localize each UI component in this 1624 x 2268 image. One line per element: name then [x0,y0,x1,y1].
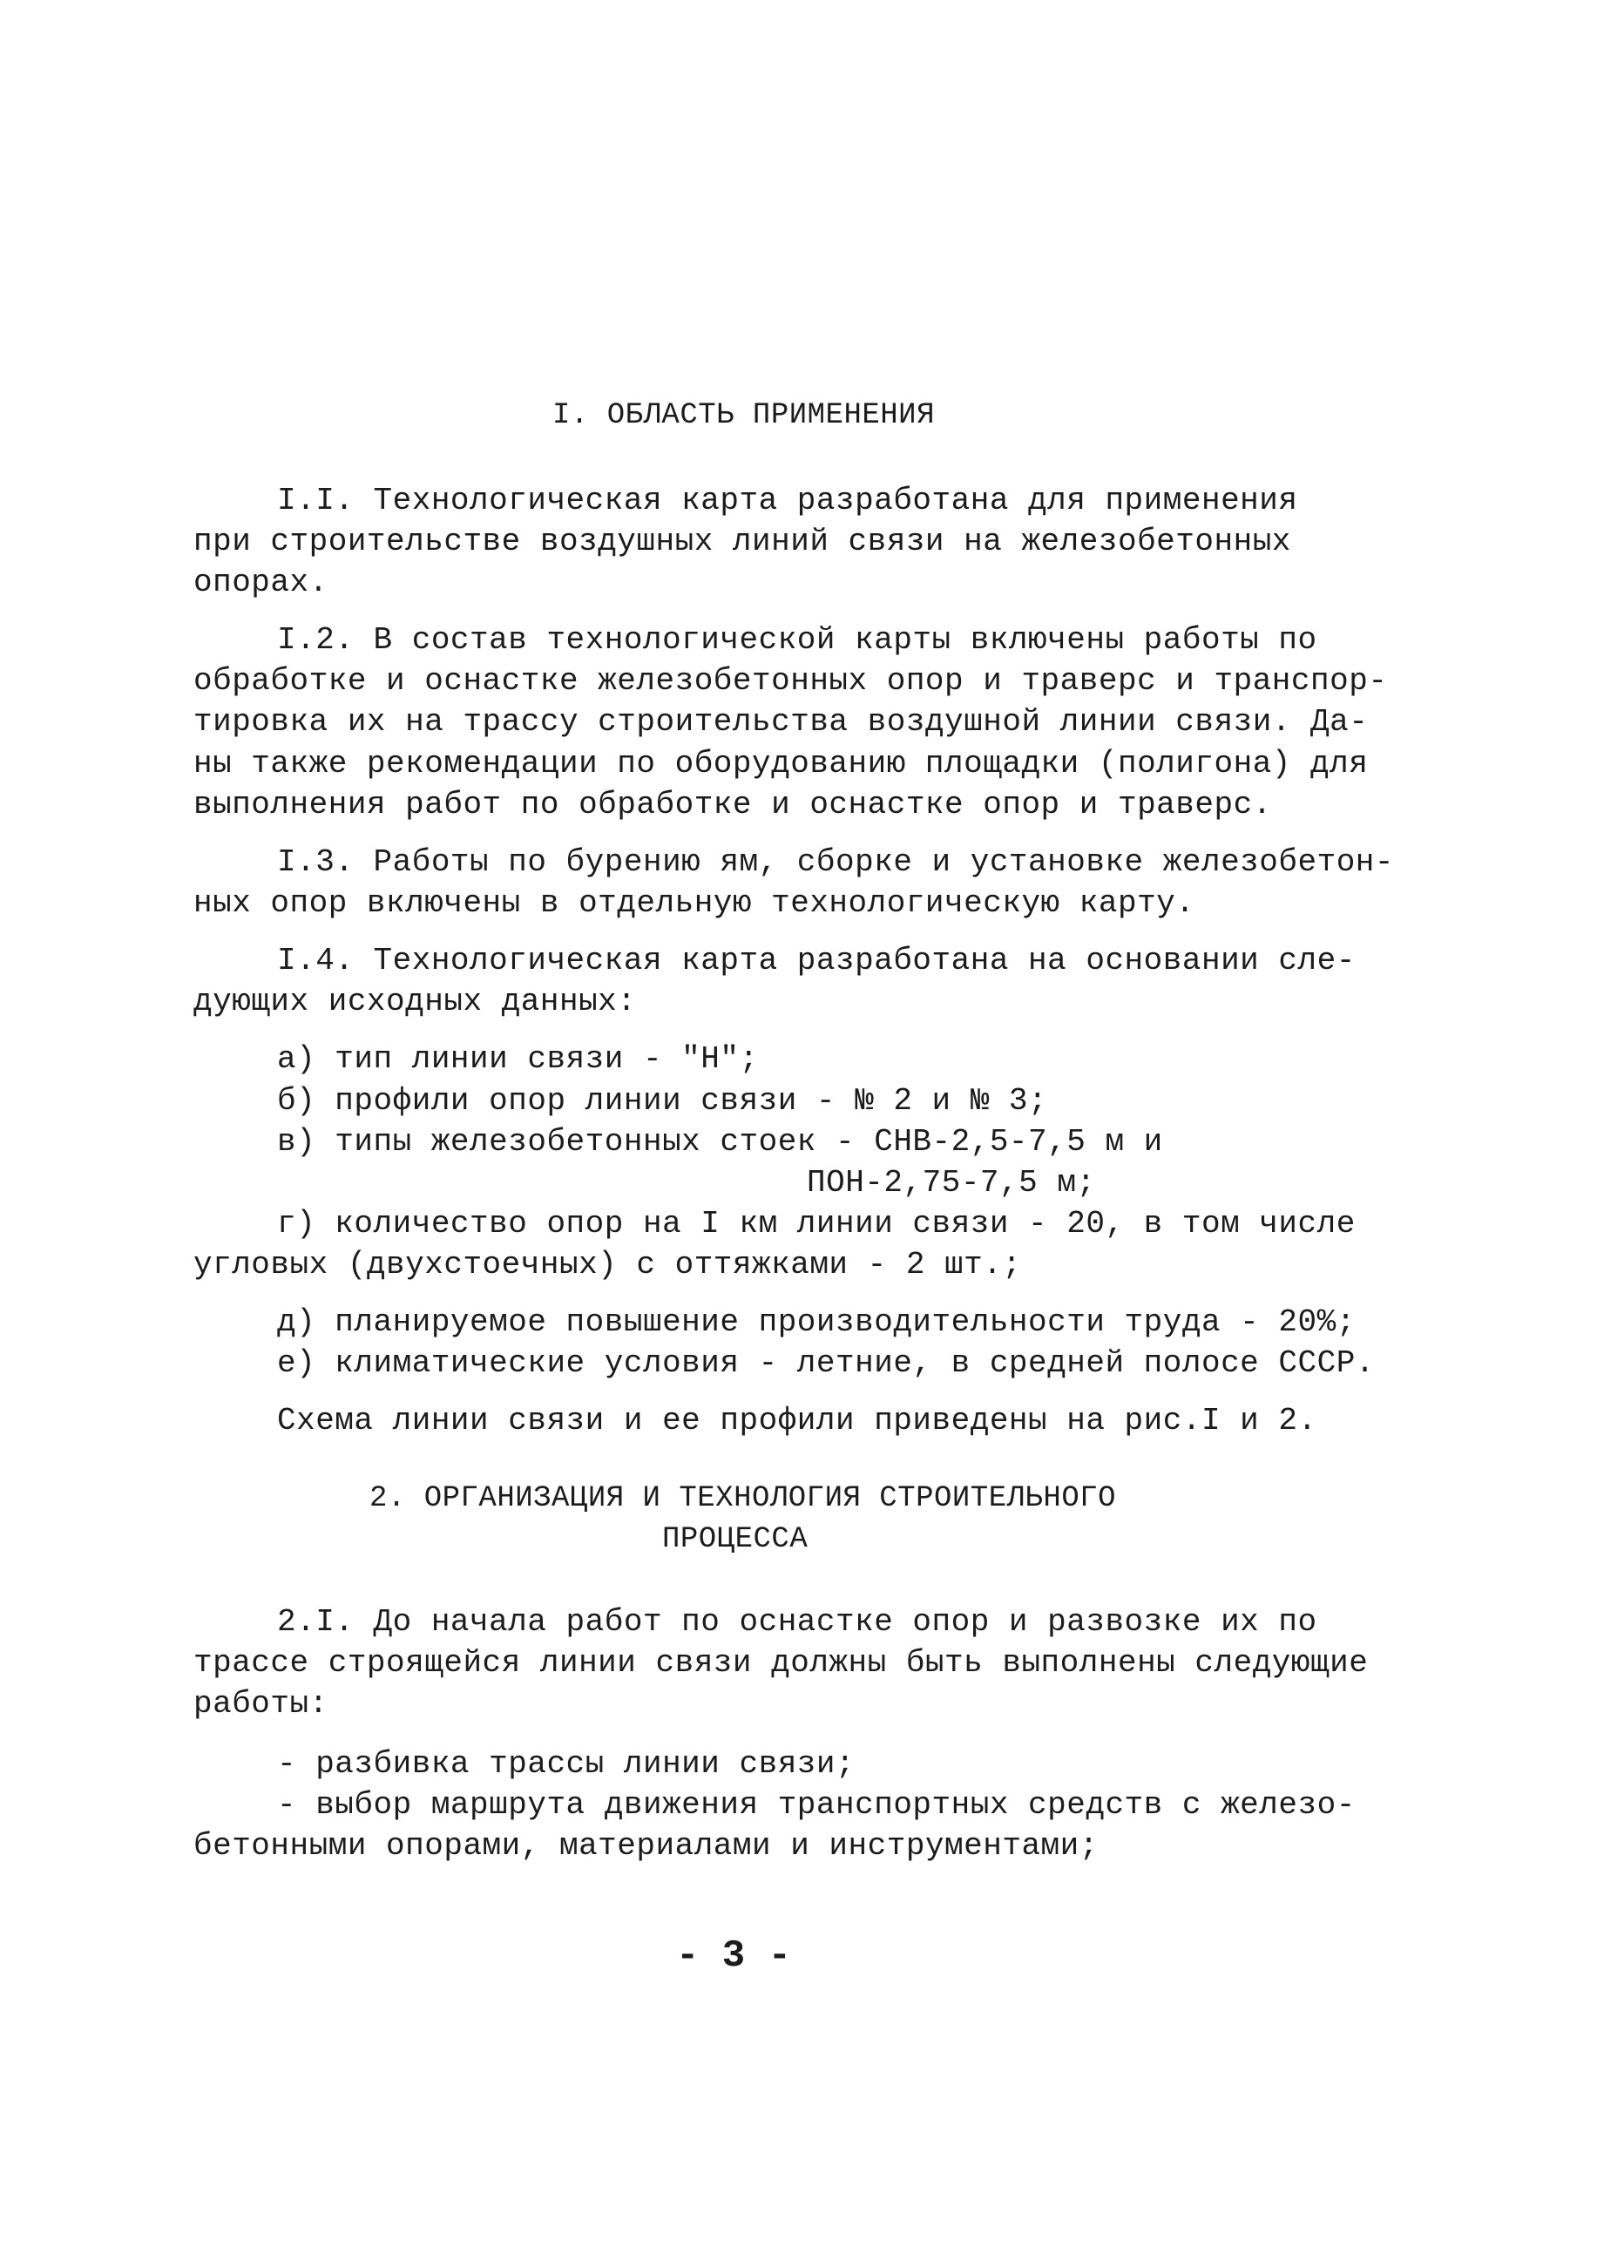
paragraph-1-4-line-1: I.4. Технологическая карта разработана на основании сле- [277,943,1356,978]
paragraph-1-1-line-1: I.I. Технологическая карта разработана для применения [277,483,1298,518]
list-item-d: д) планируемое повышение производительности труда - 20%; [277,1304,1356,1340]
list-item-b: б) профили опор линии связи - № 2 и № 3; [277,1083,1048,1119]
paragraph-1-1-line-3: опорах. [193,565,328,600]
paragraph-1-2-line-5: выполнения работ по обработке и оснастке опор и траверс. [193,787,1272,823]
list-item-e: е) климатические условия - летние, в средней полосе СССР. [277,1345,1375,1381]
list-item-a: а) тип линии связи - "Н"; [277,1041,759,1077]
list-item-g-line-2: угловых (двухстоечных) с оттяжками - 2 шт.; [193,1247,1022,1283]
list-item-v-line-2: ПОН-2,75-7,5 м; [807,1165,1096,1201]
paragraph-2-1-line-1: 2.I. До начала работ по оснастке опор и развозке их по [277,1604,1317,1640]
paragraph-1-2-line-3: тировка их на трассу строительства воздушной линии связи. Да- [193,704,1369,740]
paragraph-1-2-line-2: обработке и оснастке железобетонных опор и траверс и транспор- [193,663,1388,699]
list-item-g-line-1: г) количество опор на I км линии связи - 20, в том числе [277,1206,1356,1242]
scheme-note: Схема линии связи и ее профили приведены на рис.I и 2. [277,1403,1317,1439]
dash-item-2-line-2: бетонными опорами, материалами и инструментами; [193,1828,1099,1864]
page-number: - 3 - [676,1934,792,1978]
paragraph-1-2-line-4: ны также рекомендации по оборудованию площадки (полигона) для [193,746,1369,782]
paragraph-1-3-line-1: I.3. Работы по бурению ям, сборке и установке железобетон- [277,844,1395,880]
paragraph-1-2-line-1: I.2. В состав технологической карты включены работы по [277,622,1317,658]
paragraph-1-1-line-2: при строительстве воздушных линий связи на железобетонных [193,524,1291,559]
paragraph-1-4-line-2: дующих исходных данных: [193,984,637,1019]
paragraph-1-3-line-2: ных опор включены в отдельную технологическую карту. [193,885,1195,921]
section-2-heading-line-1: 2. ОРГАНИЗАЦИЯ И ТЕХНОЛОГИЯ СТРОИТЕЛЬНОГО [369,1482,1117,1515]
section-1-heading: I. ОБЛАСТЬ ПРИМЕНЕНИЯ [552,399,935,432]
dash-item-1: - разбивка трассы линии связи; [277,1746,856,1782]
dash-item-2-line-1: - выбор маршрута движения транспортных средств с железо- [277,1787,1356,1823]
section-2-heading-line-2: ПРОЦЕССА [662,1523,809,1556]
paragraph-2-1-line-3: работы: [193,1686,328,1722]
paragraph-2-1-line-2: трассе строящейся линии связи должны быть выполнены следующие [193,1645,1369,1681]
list-item-v-line-1: в) типы железобетонных стоек - СНВ-2,5-7,5 м и [277,1124,1163,1160]
